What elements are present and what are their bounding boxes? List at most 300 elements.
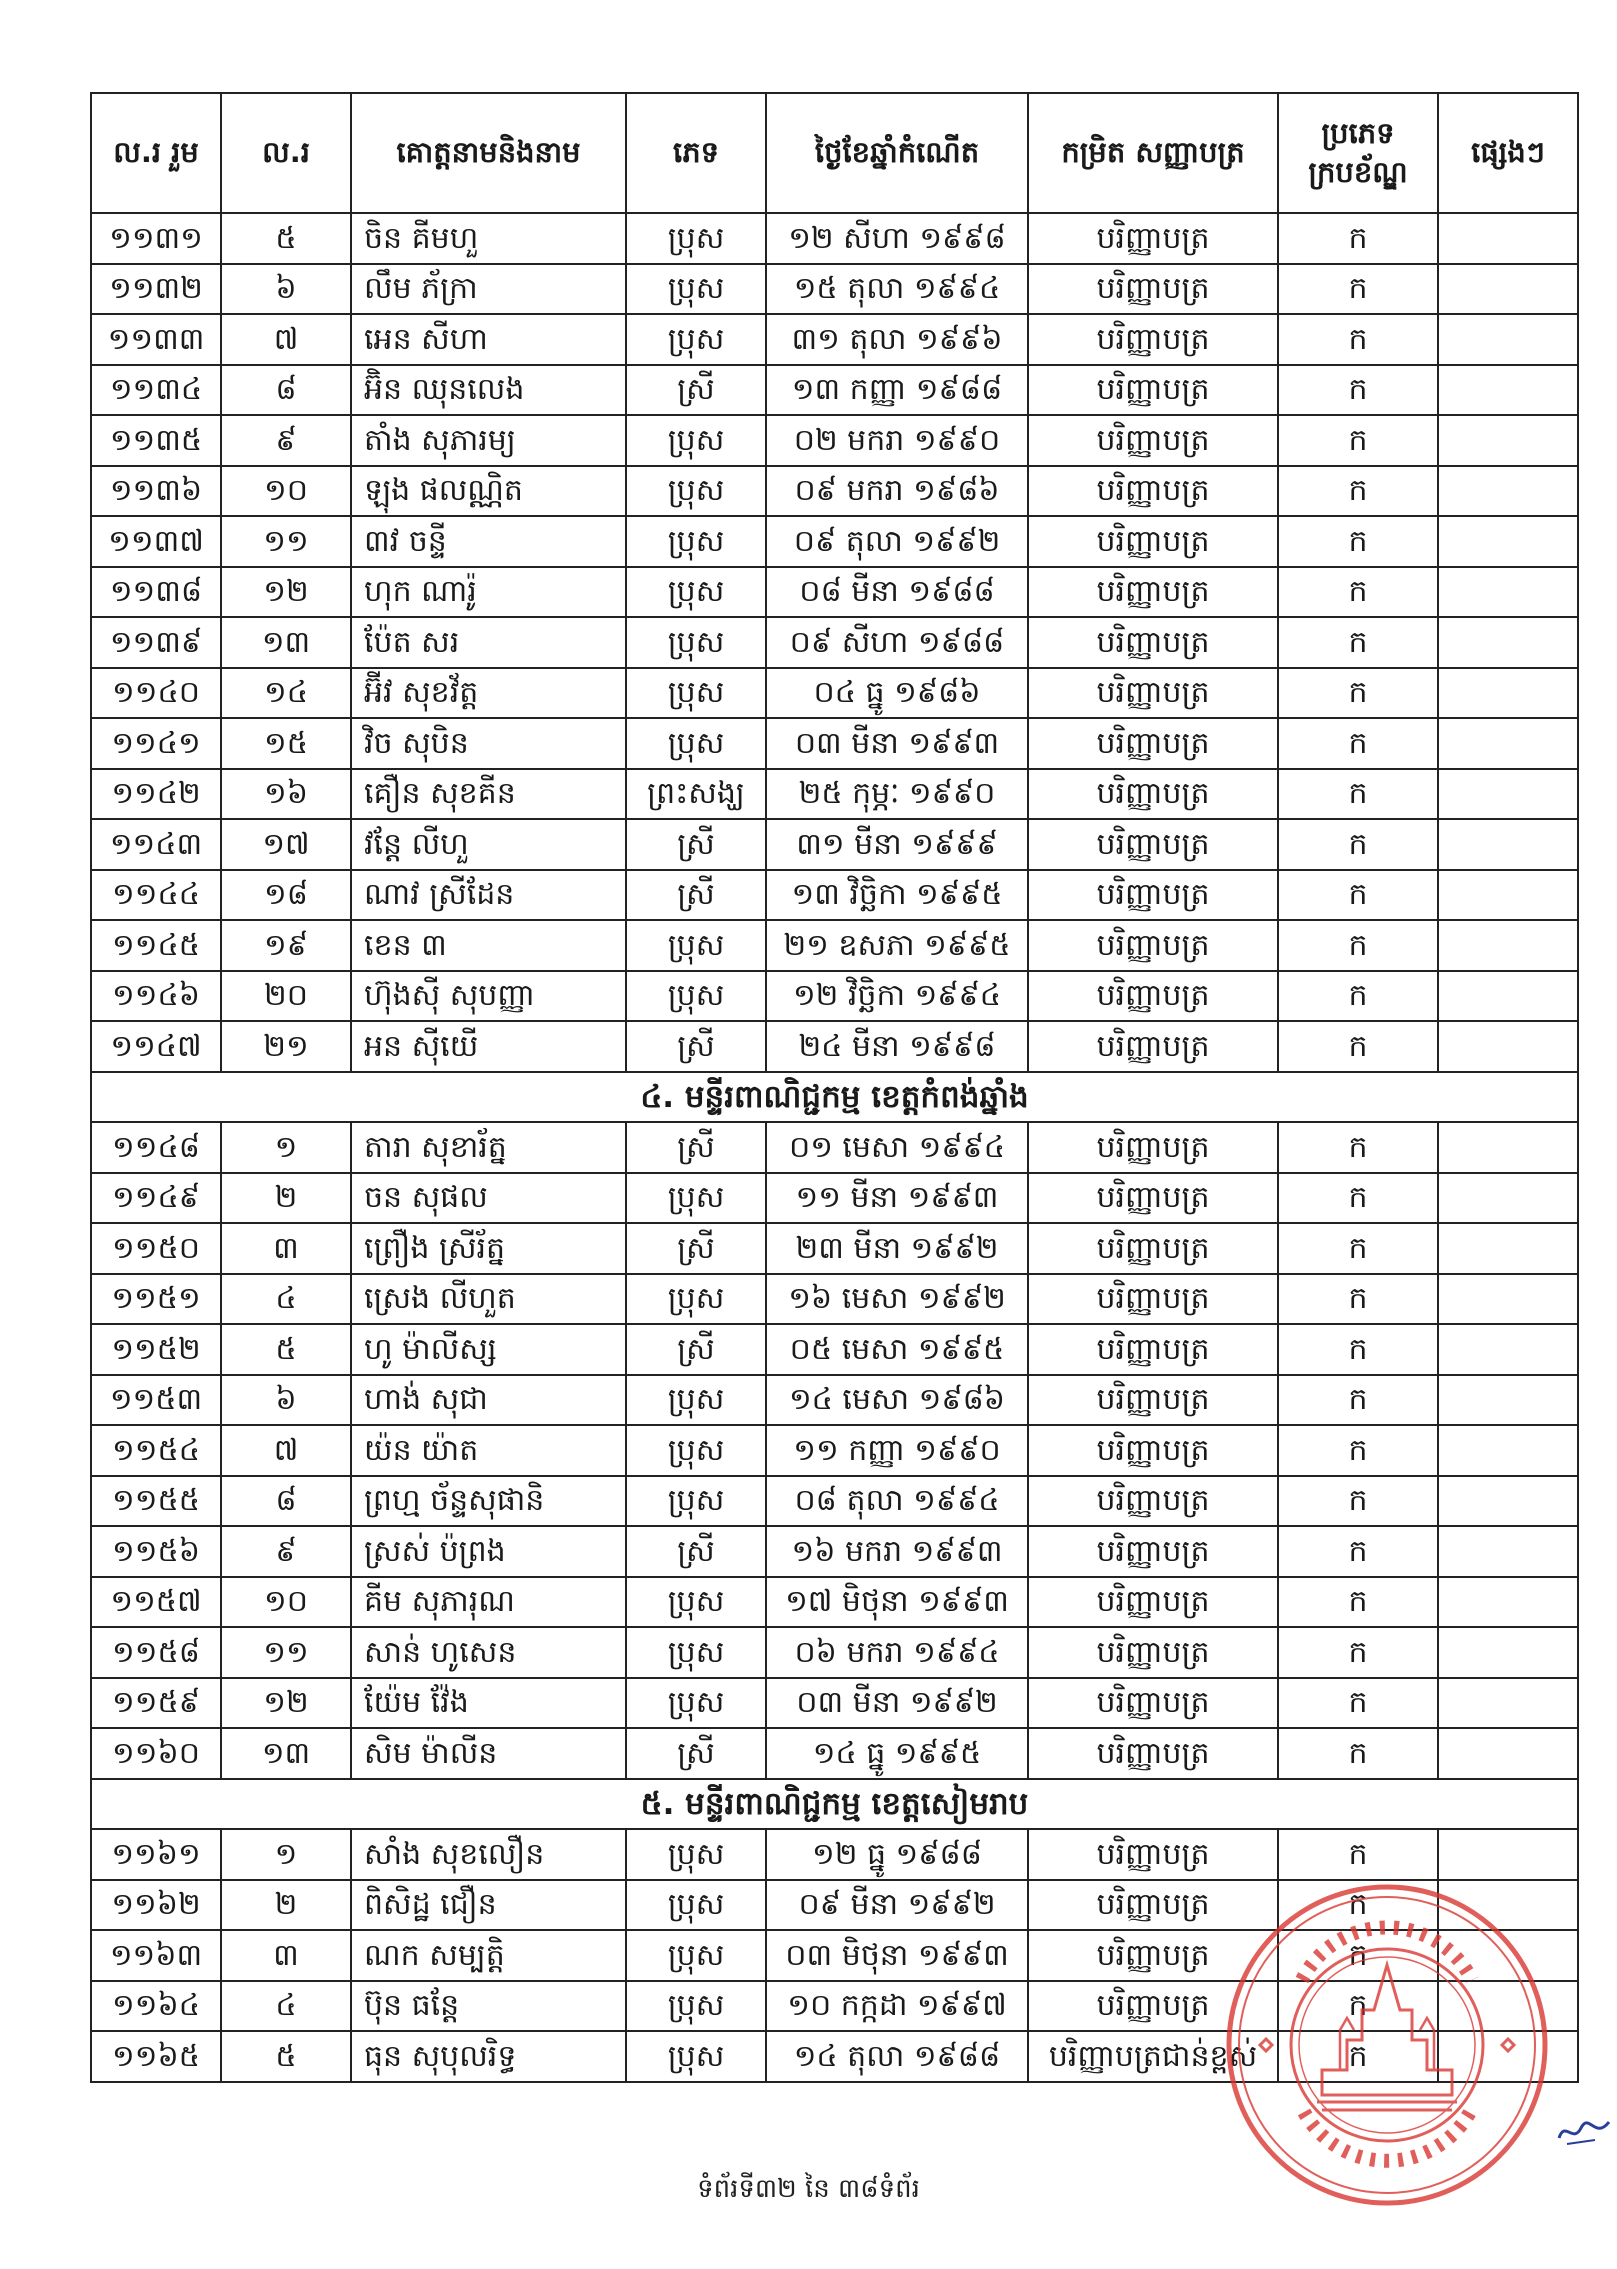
no-cell: ៣: [221, 1223, 351, 1274]
dob-cell: ១៥ តុលា ១៩៩៤: [766, 264, 1028, 315]
no-cell: ៤: [221, 1274, 351, 1325]
table-row: [91, 819, 1578, 870]
total-no-cell: ១១៦១: [91, 1829, 221, 1880]
no-cell: ១៥: [221, 718, 351, 769]
degree-cell: បរិញ្ញាបត្រ: [1028, 213, 1278, 264]
other-cell: [1438, 1274, 1578, 1325]
no-cell: ២: [221, 1880, 351, 1931]
degree-cell: បរិញ្ញាបត្រ: [1028, 1223, 1278, 1274]
total-no-cell: ១១៥៤: [91, 1425, 221, 1476]
degree-cell: បរិញ្ញាបត្រ: [1028, 567, 1278, 618]
category-cell: ក: [1278, 264, 1438, 315]
gender-cell: ប្រុស: [626, 1577, 766, 1628]
category-cell: ក: [1278, 1930, 1438, 1981]
no-cell: ៥: [221, 213, 351, 264]
gender-cell: ប្រុស: [626, 971, 766, 1022]
table-row: [91, 920, 1578, 971]
table-row: [91, 769, 1578, 820]
header-date-of-birth: ថ្ងៃខែឆ្នាំកំណើត: [766, 93, 1028, 213]
gender-cell: ប្រុស: [626, 1930, 766, 1981]
dob-cell: ៣១ មីនា ១៩៩៩: [766, 819, 1028, 870]
table-row: [91, 870, 1578, 921]
total-no-cell: ១១៣៩: [91, 617, 221, 668]
table-row: [91, 365, 1578, 416]
gender-cell: ប្រុស: [626, 1981, 766, 2032]
degree-cell: បរិញ្ញាបត្រ: [1028, 1425, 1278, 1476]
other-cell: [1438, 1324, 1578, 1375]
gender-cell: ស្រី: [626, 365, 766, 416]
table-row: [91, 1678, 1578, 1729]
degree-cell: បរិញ្ញាបត្រ: [1028, 1627, 1278, 1678]
degree-cell: បរិញ្ញាបត្រ: [1028, 1930, 1278, 1981]
category-cell: ក: [1278, 314, 1438, 365]
category-cell: ក: [1278, 415, 1438, 466]
category-cell: ក: [1278, 2031, 1438, 2082]
name-cell: ពិសិដ្ឋ ជឿន: [351, 1880, 626, 1931]
table-row: [91, 1122, 1578, 1173]
category-cell: ក: [1278, 920, 1438, 971]
gender-cell: ស្រី: [626, 1526, 766, 1577]
no-cell: ៨: [221, 365, 351, 416]
other-cell: [1438, 1223, 1578, 1274]
category-cell: ក: [1278, 617, 1438, 668]
degree-cell: បរិញ្ញាបត្រ: [1028, 516, 1278, 567]
dob-cell: ២៥ កុម្ភៈ ១៩៩០: [766, 769, 1028, 820]
table-row: [91, 1476, 1578, 1527]
other-cell: [1438, 1981, 1578, 2032]
other-cell: [1438, 1173, 1578, 1224]
category-cell: ក: [1278, 1223, 1438, 1274]
other-cell: [1438, 1021, 1578, 1072]
degree-cell: បរិញ្ញាបត្រ: [1028, 1375, 1278, 1426]
dob-cell: ១៦ មេសា ១៩៩២: [766, 1274, 1028, 1325]
gender-cell: ប្រុស: [626, 920, 766, 971]
gender-cell: ស្រី: [626, 1021, 766, 1072]
no-cell: ១២: [221, 1678, 351, 1729]
table-row: [91, 617, 1578, 668]
no-cell: ១០: [221, 1577, 351, 1628]
name-cell: ស្រស់ ប៉ព្រង: [351, 1526, 626, 1577]
dob-cell: ១២ សីហា ១៩៩៨: [766, 213, 1028, 264]
name-cell: គីម សុភារុណ: [351, 1577, 626, 1628]
gender-cell: ប្រុស: [626, 1880, 766, 1931]
total-no-cell: ១១៥៦: [91, 1526, 221, 1577]
category-cell: ក: [1278, 365, 1438, 416]
other-cell: [1438, 415, 1578, 466]
total-no-cell: ១១៣៣: [91, 314, 221, 365]
category-cell: ក: [1278, 1375, 1438, 1426]
other-cell: [1438, 617, 1578, 668]
name-cell: អន ស៊ីយើ: [351, 1021, 626, 1072]
gender-cell: ប្រុស: [626, 213, 766, 264]
category-cell: ក: [1278, 971, 1438, 1022]
total-no-cell: ១១៥៨: [91, 1627, 221, 1678]
no-cell: ៣: [221, 1930, 351, 1981]
no-cell: ១៨: [221, 870, 351, 921]
name-cell: ប៊ុន ធន្តែ: [351, 1981, 626, 2032]
dob-cell: ០៨ តុលា ១៩៩៤: [766, 1476, 1028, 1527]
degree-cell: បរិញ្ញាបត្រ: [1028, 1274, 1278, 1325]
category-cell: ក: [1278, 466, 1438, 517]
name-cell: អ៊ិន ឈុនលេង: [351, 365, 626, 416]
dob-cell: ០៤ ធ្នូ ១៩៨៦: [766, 668, 1028, 719]
gender-cell: ប្រុស: [626, 1173, 766, 1224]
no-cell: ១៧: [221, 819, 351, 870]
dob-cell: ០៩ មីនា ១៩៩២: [766, 1880, 1028, 1931]
name-cell: ណាវ ស្រីដែន: [351, 870, 626, 921]
name-cell: ហ៊ុងស៊ី សុបញ្ញា: [351, 971, 626, 1022]
name-cell: ហុក ណារ៉ូ: [351, 567, 626, 618]
degree-cell: បរិញ្ញាបត្រ: [1028, 1678, 1278, 1729]
name-cell: យ៉ែម វ៉ែង: [351, 1678, 626, 1729]
category-cell: ក: [1278, 1021, 1438, 1072]
header-total-no: ល.រ រួម: [91, 93, 221, 213]
total-no-cell: ១១៤៤: [91, 870, 221, 921]
table-row: [91, 415, 1578, 466]
name-cell: ឡុង ផលណ្ណិត: [351, 466, 626, 517]
no-cell: ១៦: [221, 769, 351, 820]
category-cell: ក: [1278, 516, 1438, 567]
gender-cell: ប្រុស: [626, 1829, 766, 1880]
category-cell: ក: [1278, 1122, 1438, 1173]
degree-cell: បរិញ្ញាបត្រ: [1028, 1829, 1278, 1880]
no-cell: ១: [221, 1829, 351, 1880]
total-no-cell: ១១៣៧: [91, 516, 221, 567]
degree-cell: បរិញ្ញាបត្រ: [1028, 1476, 1278, 1527]
total-no-cell: ១១៣២: [91, 264, 221, 315]
name-cell: ខេន ៣: [351, 920, 626, 971]
total-no-cell: ១១៣៥: [91, 415, 221, 466]
total-no-cell: ១១៣១: [91, 213, 221, 264]
dob-cell: ១៤ តុលា ១៩៨៨: [766, 2031, 1028, 2082]
no-cell: ១: [221, 1122, 351, 1173]
dob-cell: ០៥ មេសា ១៩៩៥: [766, 1324, 1028, 1375]
table-row: [91, 1981, 1578, 2032]
category-cell: ក: [1278, 1829, 1438, 1880]
category-cell: ក: [1278, 1627, 1438, 1678]
gender-cell: ស្រី: [626, 1223, 766, 1274]
total-no-cell: ១១៤៨: [91, 1122, 221, 1173]
category-cell: ក: [1278, 1476, 1438, 1527]
name-cell: លឹម ភ័ក្រា: [351, 264, 626, 315]
table-row: [91, 1880, 1578, 1931]
no-cell: ១៣: [221, 617, 351, 668]
other-cell: [1438, 1122, 1578, 1173]
category-cell: ក: [1278, 769, 1438, 820]
category-cell: ក: [1278, 870, 1438, 921]
name-cell: សិម ម៉ាលីន: [351, 1728, 626, 1779]
gender-cell: ស្រី: [626, 870, 766, 921]
other-cell: [1438, 920, 1578, 971]
table-row: [91, 1375, 1578, 1426]
gender-cell: ស្រី: [626, 1728, 766, 1779]
name-cell: ប៉ែត សរ: [351, 617, 626, 668]
other-cell: [1438, 264, 1578, 315]
dob-cell: ០៩ មករា ១៩៨៦: [766, 466, 1028, 517]
total-no-cell: ១១៦៤: [91, 1981, 221, 2032]
gender-cell: ប្រុស: [626, 617, 766, 668]
degree-cell: បរិញ្ញាបត្រ: [1028, 1981, 1278, 2032]
dob-cell: ១៧ មិថុនា ១៩៩៣: [766, 1577, 1028, 1628]
no-cell: ២១: [221, 1021, 351, 1072]
name-cell: តារា សុខារ័ត្ន: [351, 1122, 626, 1173]
total-no-cell: ១១៣៨: [91, 567, 221, 618]
dob-cell: ២១ ឧសភា ១៩៩៥: [766, 920, 1028, 971]
no-cell: ២០: [221, 971, 351, 1022]
dob-cell: ១៦ មករា ១៩៩៣: [766, 1526, 1028, 1577]
degree-cell: បរិញ្ញាបត្រជាន់ខ្ពស់: [1028, 2031, 1278, 2082]
total-no-cell: ១១៦៣: [91, 1930, 221, 1981]
other-cell: [1438, 668, 1578, 719]
dob-cell: ០២ មករា ១៩៩០: [766, 415, 1028, 466]
dob-cell: ៣១ តុលា ១៩៩៦: [766, 314, 1028, 365]
other-cell: [1438, 1880, 1578, 1931]
name-cell: ព្រឿង ស្រីរ័ត្ន: [351, 1223, 626, 1274]
name-cell: យ៉ន យ៉ាត: [351, 1425, 626, 1476]
total-no-cell: ១១៥២: [91, 1324, 221, 1375]
header-framework-category: ប្រភេទ ក្របខ័ណ្ឌ: [1278, 93, 1438, 213]
dob-cell: ១៣ កញ្ញា ១៩៨៨: [766, 365, 1028, 416]
total-no-cell: ១១៥៣: [91, 1375, 221, 1426]
degree-cell: បរិញ្ញាបត្រ: [1028, 415, 1278, 466]
degree-cell: បរិញ្ញាបត្រ: [1028, 718, 1278, 769]
category-cell: ក: [1278, 1577, 1438, 1628]
no-cell: ៨: [221, 1476, 351, 1527]
dob-cell: ០៩ សីហា ១៩៨៨: [766, 617, 1028, 668]
dob-cell: ០៣ មិថុនា ១៩៩៣: [766, 1930, 1028, 1981]
name-cell: សាន់ ហូសេន: [351, 1627, 626, 1678]
table-row: [91, 1223, 1578, 1274]
dob-cell: ១០ កក្កដា ១៩៩៧: [766, 1981, 1028, 2032]
other-cell: [1438, 466, 1578, 517]
table-row: [91, 1930, 1578, 1981]
gender-cell: ប្រុស: [626, 2031, 766, 2082]
gender-cell: ប្រុស: [626, 718, 766, 769]
no-cell: ៧: [221, 1425, 351, 1476]
header-full-name: គោត្តនាមនិងនាម: [351, 93, 626, 213]
other-cell: [1438, 2031, 1578, 2082]
no-cell: ១៩: [221, 920, 351, 971]
degree-cell: បរិញ្ញាបត្រ: [1028, 1122, 1278, 1173]
total-no-cell: ១១៤៥: [91, 920, 221, 971]
other-cell: [1438, 213, 1578, 264]
total-no-cell: ១១៥០: [91, 1223, 221, 1274]
table-row: [91, 264, 1578, 315]
total-no-cell: ១១៤៦: [91, 971, 221, 1022]
category-cell: ក: [1278, 1324, 1438, 1375]
category-cell: ក: [1278, 819, 1438, 870]
header-gender: ភេទ: [626, 93, 766, 213]
degree-cell: បរិញ្ញាបត្រ: [1028, 466, 1278, 517]
total-no-cell: ១១៤៩: [91, 1173, 221, 1224]
degree-cell: បរិញ្ញាបត្រ: [1028, 971, 1278, 1022]
no-cell: ៩: [221, 415, 351, 466]
no-cell: ១០: [221, 466, 351, 517]
dob-cell: ១៤ ធ្នូ ១៩៩៥: [766, 1728, 1028, 1779]
table-row: [91, 1577, 1578, 1628]
section-row: [91, 1779, 1578, 1830]
other-cell: [1438, 1678, 1578, 1729]
name-cell: ស្រេង លីហួត: [351, 1274, 626, 1325]
table-row: [91, 567, 1578, 618]
section-title: ៤. មន្ទីរពាណិជ្ជកម្ម ខេត្តកំពង់ឆ្នាំង: [91, 1072, 1578, 1123]
gender-cell: ប្រុស: [626, 264, 766, 315]
other-cell: [1438, 1425, 1578, 1476]
total-no-cell: ១១៤២: [91, 769, 221, 820]
total-no-cell: ១១៥៥: [91, 1476, 221, 1527]
no-cell: ១៣: [221, 1728, 351, 1779]
category-cell: ក: [1278, 213, 1438, 264]
page-number: ទំព័រទី៣២ នៃ ៣៨ទំព័រ: [697, 2174, 920, 2204]
name-cell: ហូ ម៉ាលីស្ស: [351, 1324, 626, 1375]
other-cell: [1438, 769, 1578, 820]
other-cell: [1438, 1627, 1578, 1678]
degree-cell: បរិញ្ញាបត្រ: [1028, 1526, 1278, 1577]
degree-cell: បរិញ្ញាបត្រ: [1028, 1577, 1278, 1628]
degree-cell: បរិញ្ញាបត្រ: [1028, 870, 1278, 921]
other-cell: [1438, 1476, 1578, 1527]
degree-cell: បរិញ្ញាបត្រ: [1028, 264, 1278, 315]
signature-mark: [1555, 2110, 1613, 2150]
no-cell: ៤: [221, 1981, 351, 2032]
name-cell: អេន សីហា: [351, 314, 626, 365]
total-no-cell: ១១៤១: [91, 718, 221, 769]
degree-cell: បរិញ្ញាបត្រ: [1028, 819, 1278, 870]
dob-cell: ១៣ វិច្ឆិកា ១៩៩៥: [766, 870, 1028, 921]
total-no-cell: ១១៤០: [91, 668, 221, 719]
table-row: [91, 213, 1578, 264]
no-cell: ១១: [221, 1627, 351, 1678]
table-row: [91, 466, 1578, 517]
category-cell: ក: [1278, 718, 1438, 769]
dob-cell: ០៣ មីនា ១៩៩៣: [766, 718, 1028, 769]
table-row: [91, 1425, 1578, 1476]
no-cell: ១៤: [221, 668, 351, 719]
degree-cell: បរិញ្ញាបត្រ: [1028, 1173, 1278, 1224]
total-no-cell: ១១៤៣: [91, 819, 221, 870]
header-degree-level: កម្រិត សញ្ញាបត្រ: [1028, 93, 1278, 213]
degree-cell: បរិញ្ញាបត្រ: [1028, 769, 1278, 820]
category-cell: ក: [1278, 1981, 1438, 2032]
dob-cell: ២៣ មីនា ១៩៩២: [766, 1223, 1028, 1274]
category-cell: ក: [1278, 1678, 1438, 1729]
gender-cell: ស្រី: [626, 1122, 766, 1173]
table-row: [91, 1627, 1578, 1678]
total-no-cell: ១១៦៥: [91, 2031, 221, 2082]
gender-cell: ប្រុស: [626, 1375, 766, 1426]
dob-cell: ០៨ មីនា ១៩៨៨: [766, 567, 1028, 618]
dob-cell: ០៦ មករា ១៩៩៤: [766, 1627, 1028, 1678]
gender-cell: ប្រុស: [626, 466, 766, 517]
name-cell: ណក សម្បត្តិ: [351, 1930, 626, 1981]
gender-cell: ស្រី: [626, 1324, 766, 1375]
category-cell: ក: [1278, 1274, 1438, 1325]
other-cell: [1438, 1375, 1578, 1426]
gender-cell: ប្រុស: [626, 1274, 766, 1325]
table-row: [91, 1274, 1578, 1325]
table-row: [91, 1173, 1578, 1224]
degree-cell: បរិញ្ញាបត្រ: [1028, 365, 1278, 416]
other-cell: [1438, 1526, 1578, 1577]
other-cell: [1438, 971, 1578, 1022]
gender-cell: ប្រុស: [626, 1476, 766, 1527]
dob-cell: ១៤ មេសា ១៩៨៦: [766, 1375, 1028, 1426]
category-cell: ក: [1278, 1728, 1438, 1779]
table-row: [91, 1324, 1578, 1375]
no-cell: ៦: [221, 1375, 351, 1426]
table-row: [91, 718, 1578, 769]
gender-cell: ប្រុស: [626, 668, 766, 719]
other-cell: [1438, 567, 1578, 618]
no-cell: ៦: [221, 264, 351, 315]
category-cell: ក: [1278, 1880, 1438, 1931]
gender-cell: ប្រុស: [626, 1678, 766, 1729]
category-cell: ក: [1278, 1173, 1438, 1224]
no-cell: ១១: [221, 516, 351, 567]
degree-cell: បរិញ្ញាបត្រ: [1028, 314, 1278, 365]
category-cell: ក: [1278, 668, 1438, 719]
no-cell: ៩: [221, 1526, 351, 1577]
gender-cell: ព្រះសង្ឃ: [626, 769, 766, 820]
gender-cell: ប្រុស: [626, 1425, 766, 1476]
no-cell: ៥: [221, 1324, 351, 1375]
other-cell: [1438, 819, 1578, 870]
other-cell: [1438, 516, 1578, 567]
name-cell: ហាង់ សុជា: [351, 1375, 626, 1426]
table-header-row: [91, 93, 1578, 213]
dob-cell: ២៤ មីនា ១៩៩៨: [766, 1021, 1028, 1072]
dob-cell: ១១ កញ្ញា ១៩៩០: [766, 1425, 1028, 1476]
category-cell: ក: [1278, 567, 1438, 618]
degree-cell: បរិញ្ញាបត្រ: [1028, 1880, 1278, 1931]
header-other: ផ្សេងៗ: [1438, 93, 1578, 213]
table-row: [91, 1829, 1578, 1880]
dob-cell: ០១ មេសា ១៩៩៤: [766, 1122, 1028, 1173]
total-no-cell: ១១៥៧: [91, 1577, 221, 1628]
dob-cell: ១២ វិច្ឆិកា ១៩៩៤: [766, 971, 1028, 1022]
category-cell: ក: [1278, 1526, 1438, 1577]
total-no-cell: ១១៣៦: [91, 466, 221, 517]
gender-cell: ប្រុស: [626, 516, 766, 567]
table-row: [91, 1526, 1578, 1577]
other-cell: [1438, 870, 1578, 921]
header-no: ល.រ: [221, 93, 351, 213]
table-row: [91, 314, 1578, 365]
total-no-cell: ១១៣៤: [91, 365, 221, 416]
table-row: [91, 2031, 1578, 2082]
gender-cell: ស្រី: [626, 819, 766, 870]
other-cell: [1438, 365, 1578, 416]
dob-cell: ១២ ធ្នូ ១៩៨៨: [766, 1829, 1028, 1880]
degree-cell: បរិញ្ញាបត្រ: [1028, 1728, 1278, 1779]
dob-cell: ០៣ មីនា ១៩៩២: [766, 1678, 1028, 1729]
name-cell: ធុន សុបុលរិទ្ធ: [351, 2031, 626, 2082]
no-cell: ៧: [221, 314, 351, 365]
gender-cell: ប្រុស: [626, 1627, 766, 1678]
degree-cell: បរិញ្ញាបត្រ: [1028, 920, 1278, 971]
name-cell: សាំង សុខលឿន: [351, 1829, 626, 1880]
degree-cell: បរិញ្ញាបត្រ: [1028, 617, 1278, 668]
degree-cell: បរិញ្ញាបត្រ: [1028, 668, 1278, 719]
name-cell: ចន សុផល: [351, 1173, 626, 1224]
no-cell: ៥: [221, 2031, 351, 2082]
other-cell: [1438, 1829, 1578, 1880]
gender-cell: ប្រុស: [626, 415, 766, 466]
total-no-cell: ១១៦២: [91, 1880, 221, 1931]
total-no-cell: ១១៥១: [91, 1274, 221, 1325]
table-body: [91, 213, 1578, 2082]
name-cell: ចិន គីមហួ: [351, 213, 626, 264]
